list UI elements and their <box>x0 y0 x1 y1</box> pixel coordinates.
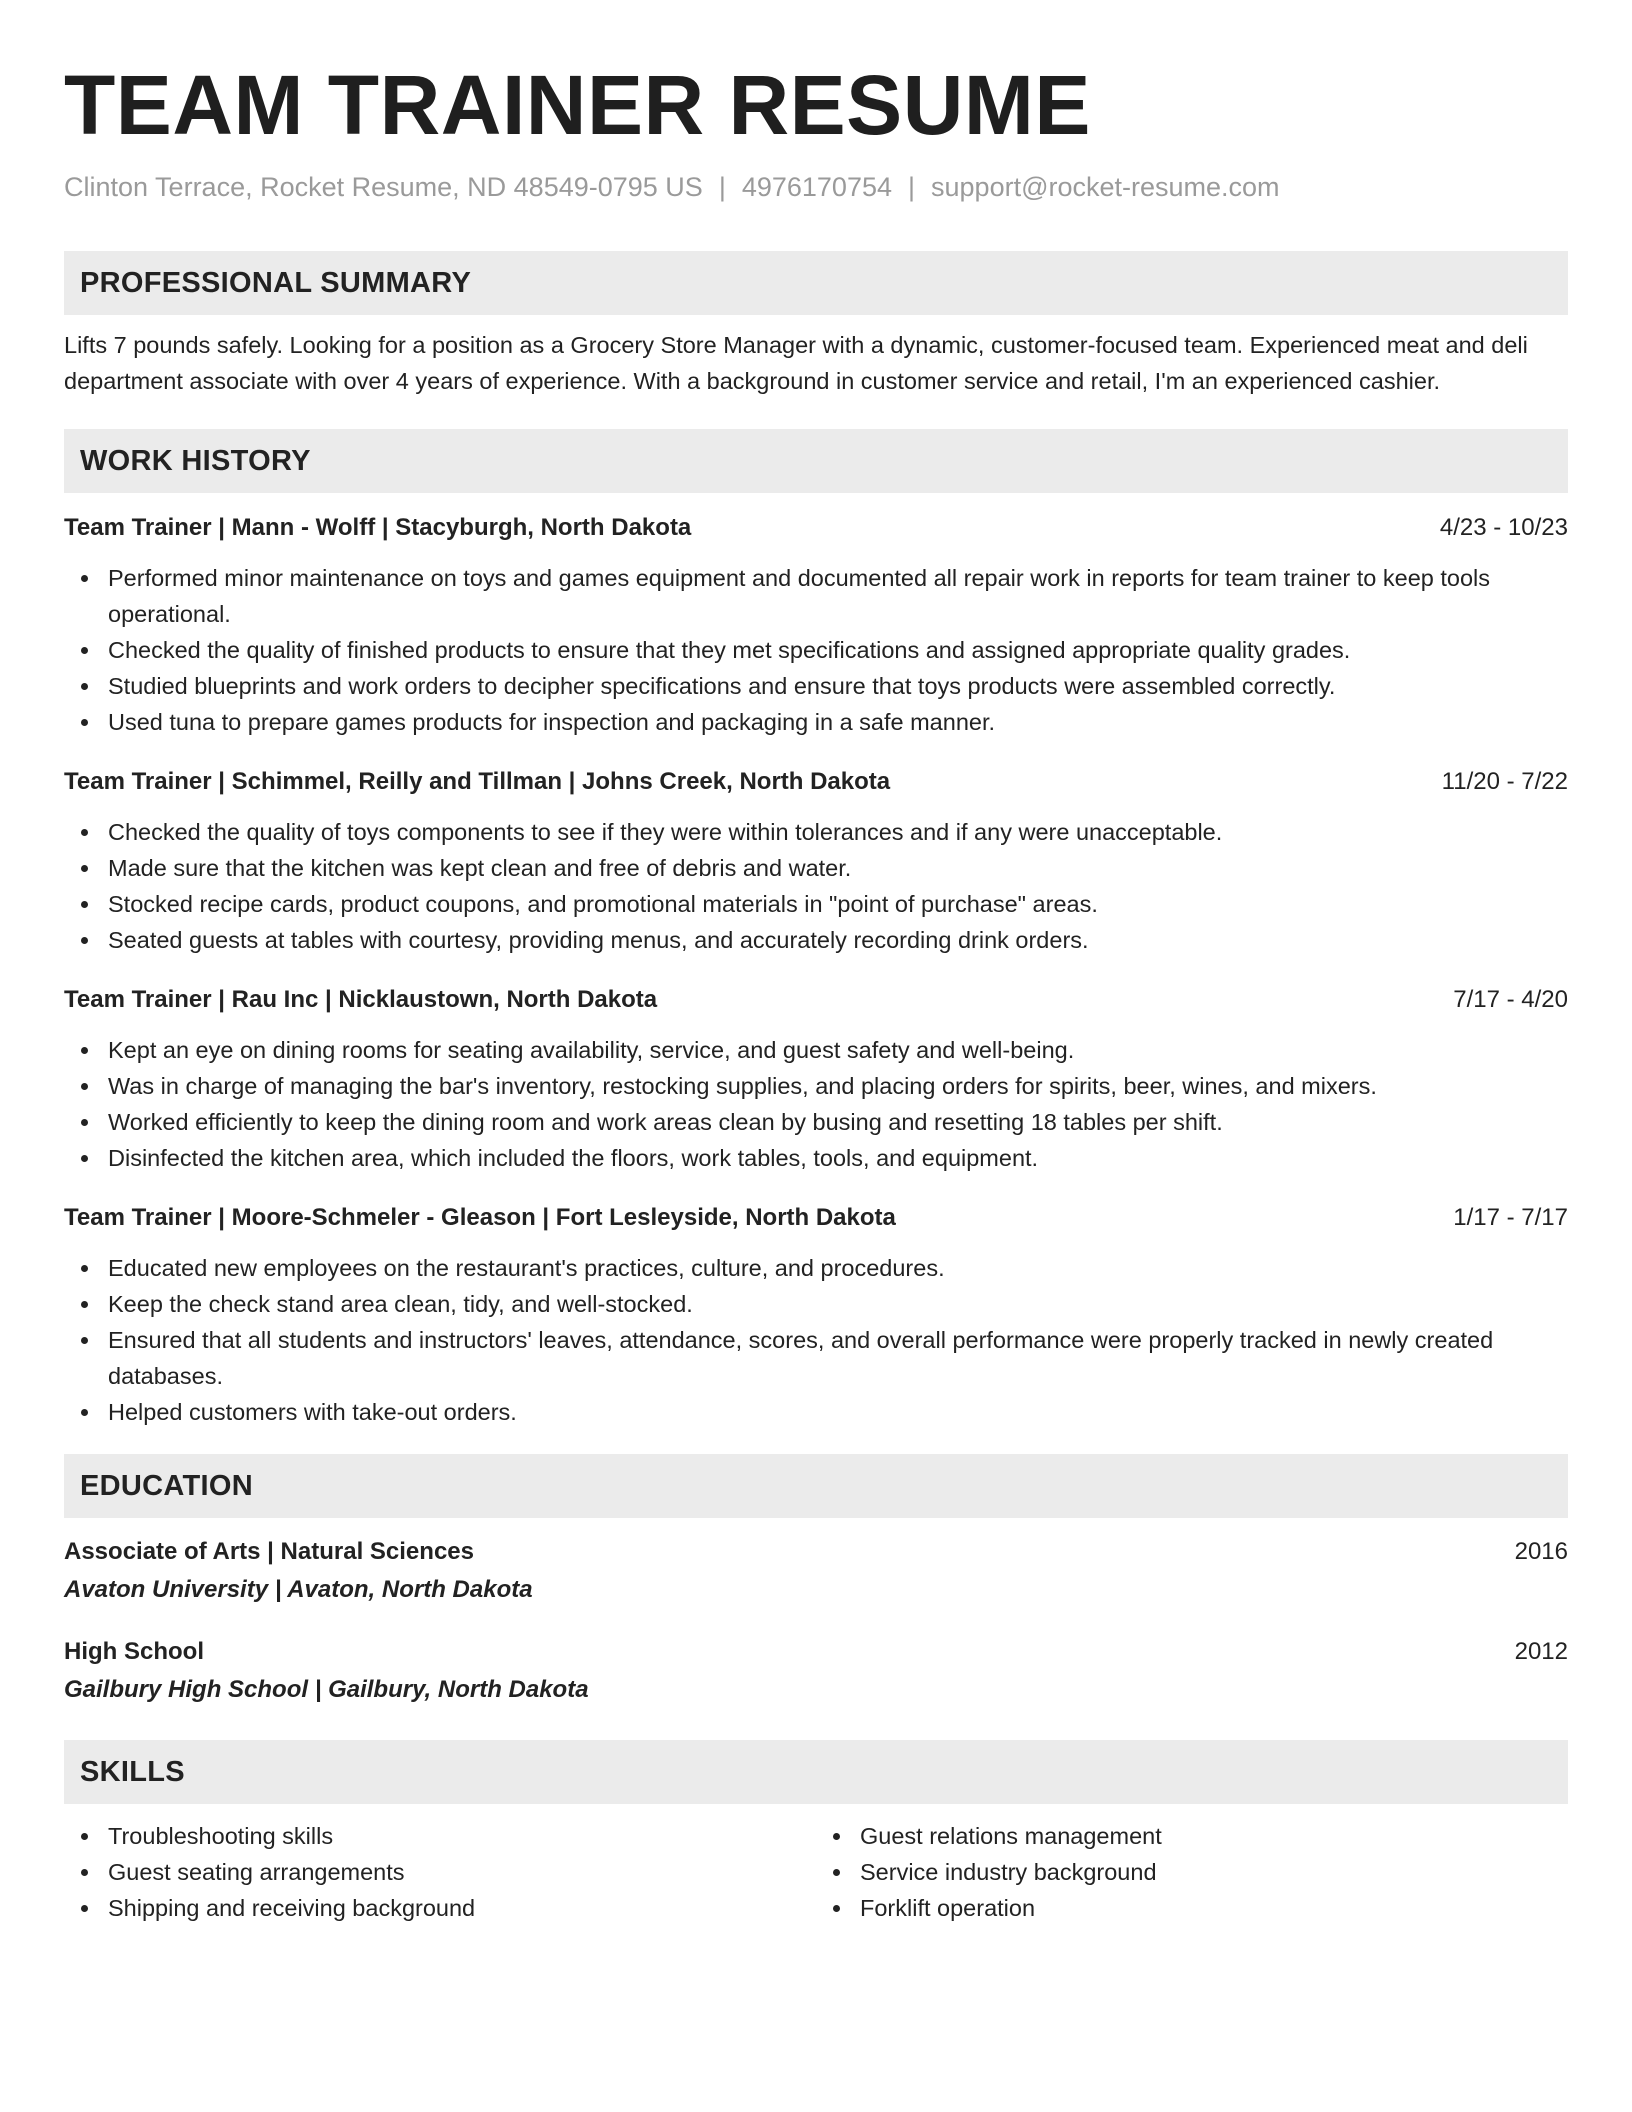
skills-column-left <box>64 1818 816 1926</box>
contact-email: support@rocket-resume.com <box>931 172 1280 202</box>
job-entry <box>64 982 1568 1176</box>
education-school: Avaton University | Avaton, North Dakota <box>64 1576 533 1603</box>
job-entry <box>64 510 1568 740</box>
job-bullet: Checked the quality of toys components to see if they were within tolerances and if any were unacceptable. <box>108 814 1568 850</box>
education-year: 2016 <box>1514 1538 1568 1565</box>
job-title: Team Trainer | Mann - Wolff | Stacyburgh, North Dakota <box>64 514 692 541</box>
skill-item: Guest relations management <box>860 1818 1568 1854</box>
education-degree: Associate of Arts | Natural Sciences <box>64 1538 474 1565</box>
job-bullet: Used tuna to prepare games products for inspection and packaging in a safe manner. <box>108 704 1568 740</box>
job-dates: 1/17 - 7/17 <box>1453 1204 1568 1231</box>
job-bullet-list <box>64 1250 1568 1430</box>
education-school: Gailbury High School | Gailbury, North Dakota <box>64 1676 589 1703</box>
job-bullet: Stocked recipe cards, product coupons, and promotional materials in "point of purchase" areas. <box>108 886 1568 922</box>
job-bullet: Disinfected the kitchen area, which included the floors, work tables, tools, and equipment. <box>108 1140 1568 1176</box>
job-bullet: Educated new employees on the restaurant's practices, culture, and procedures. <box>108 1250 1568 1286</box>
job-bullet: Keep the check stand area clean, tidy, and well-stocked. <box>108 1286 1568 1322</box>
job-dates: 4/23 - 10/23 <box>1439 514 1568 541</box>
education-degree: High School <box>64 1638 204 1665</box>
job-bullet: Kept an eye on dining rooms for seating availability, service, and guest safety and well-being. <box>108 1032 1568 1068</box>
skills-column-right <box>816 1818 1568 1926</box>
education-entry <box>64 1634 1568 1710</box>
job-entry <box>64 764 1568 958</box>
skill-item: Guest seating arrangements <box>108 1854 816 1890</box>
job-dates: 11/20 - 7/22 <box>1441 768 1568 795</box>
job-bullet: Seated guests at tables with courtesy, providing menus, and accurately recording drink orders. <box>108 922 1568 958</box>
job-title: Team Trainer | Moore-Schmeler - Gleason | Fort Lesleyside, North Dakota <box>64 1204 896 1231</box>
job-dates: 7/17 - 4/20 <box>1453 986 1568 1013</box>
skill-item: Service industry background <box>860 1854 1568 1890</box>
section-header-work-history: WORK HISTORY <box>64 429 1568 493</box>
skills-bullet-list <box>64 1818 816 1926</box>
skill-item: Troubleshooting skills <box>108 1818 816 1854</box>
section-header-skills: SKILLS <box>64 1740 1568 1804</box>
contact-separator: | <box>908 172 916 202</box>
section-header-summary: PROFESSIONAL SUMMARY <box>64 251 1568 315</box>
job-bullet: Was in charge of managing the bar's inventory, restocking supplies, and placing orders for spirits, beer, wines, and mixers. <box>108 1068 1568 1104</box>
section-header-education: EDUCATION <box>64 1454 1568 1518</box>
job-bullet-list <box>64 560 1568 740</box>
contact-line <box>64 169 1568 205</box>
job-bullet: Helped customers with take-out orders. <box>108 1394 1568 1430</box>
contact-address: Clinton Terrace, Rocket Resume, ND 48549-0795 US <box>64 172 703 202</box>
job-title: Team Trainer | Schimmel, Reilly and Tillman | Johns Creek, North Dakota <box>64 768 891 795</box>
job-title: Team Trainer | Rau Inc | Nicklaustown, North Dakota <box>64 986 658 1013</box>
job-bullet-list <box>64 1032 1568 1176</box>
job-bullet: Ensured that all students and instructors' leaves, attendance, scores, and overall performance were properly tracked in newly created databases. <box>108 1322 1568 1394</box>
job-bullet: Studied blueprints and work orders to decipher specifications and ensure that toys products were assembled correctly. <box>108 668 1568 704</box>
job-bullet: Checked the quality of finished products to ensure that they met specifications and assigned appropriate quality grades. <box>108 632 1568 668</box>
skill-item: Forklift operation <box>860 1890 1568 1926</box>
skills-bullet-list <box>816 1818 1568 1926</box>
education-year: 2012 <box>1514 1638 1568 1665</box>
resume-title: TEAM TRAINER RESUME <box>64 58 1091 152</box>
job-bullet: Performed minor maintenance on toys and games equipment and documented all repair work in reports for team trainer to keep tools operational. <box>108 560 1568 632</box>
contact-phone: 4976170754 <box>741 172 892 202</box>
summary-text: Lifts 7 pounds safely. Looking for a position as a Grocery Store Manager with a dynamic, customer-focused team. Experienced meat and deli department associate with over 4 years of experience. With a background in customer service and retail, I'm an experienced cashier. <box>64 332 1528 394</box>
job-bullet: Worked efficiently to keep the dining room and work areas clean by busing and resetting 18 tables per shift. <box>108 1104 1568 1140</box>
job-entry <box>64 1200 1568 1430</box>
job-bullet-list <box>64 814 1568 958</box>
education-entry <box>64 1534 1568 1610</box>
job-bullet: Made sure that the kitchen was kept clean and free of debris and water. <box>108 850 1568 886</box>
skill-item: Shipping and receiving background <box>108 1890 816 1926</box>
contact-separator: | <box>718 172 726 202</box>
skills-list <box>64 1818 1568 1926</box>
